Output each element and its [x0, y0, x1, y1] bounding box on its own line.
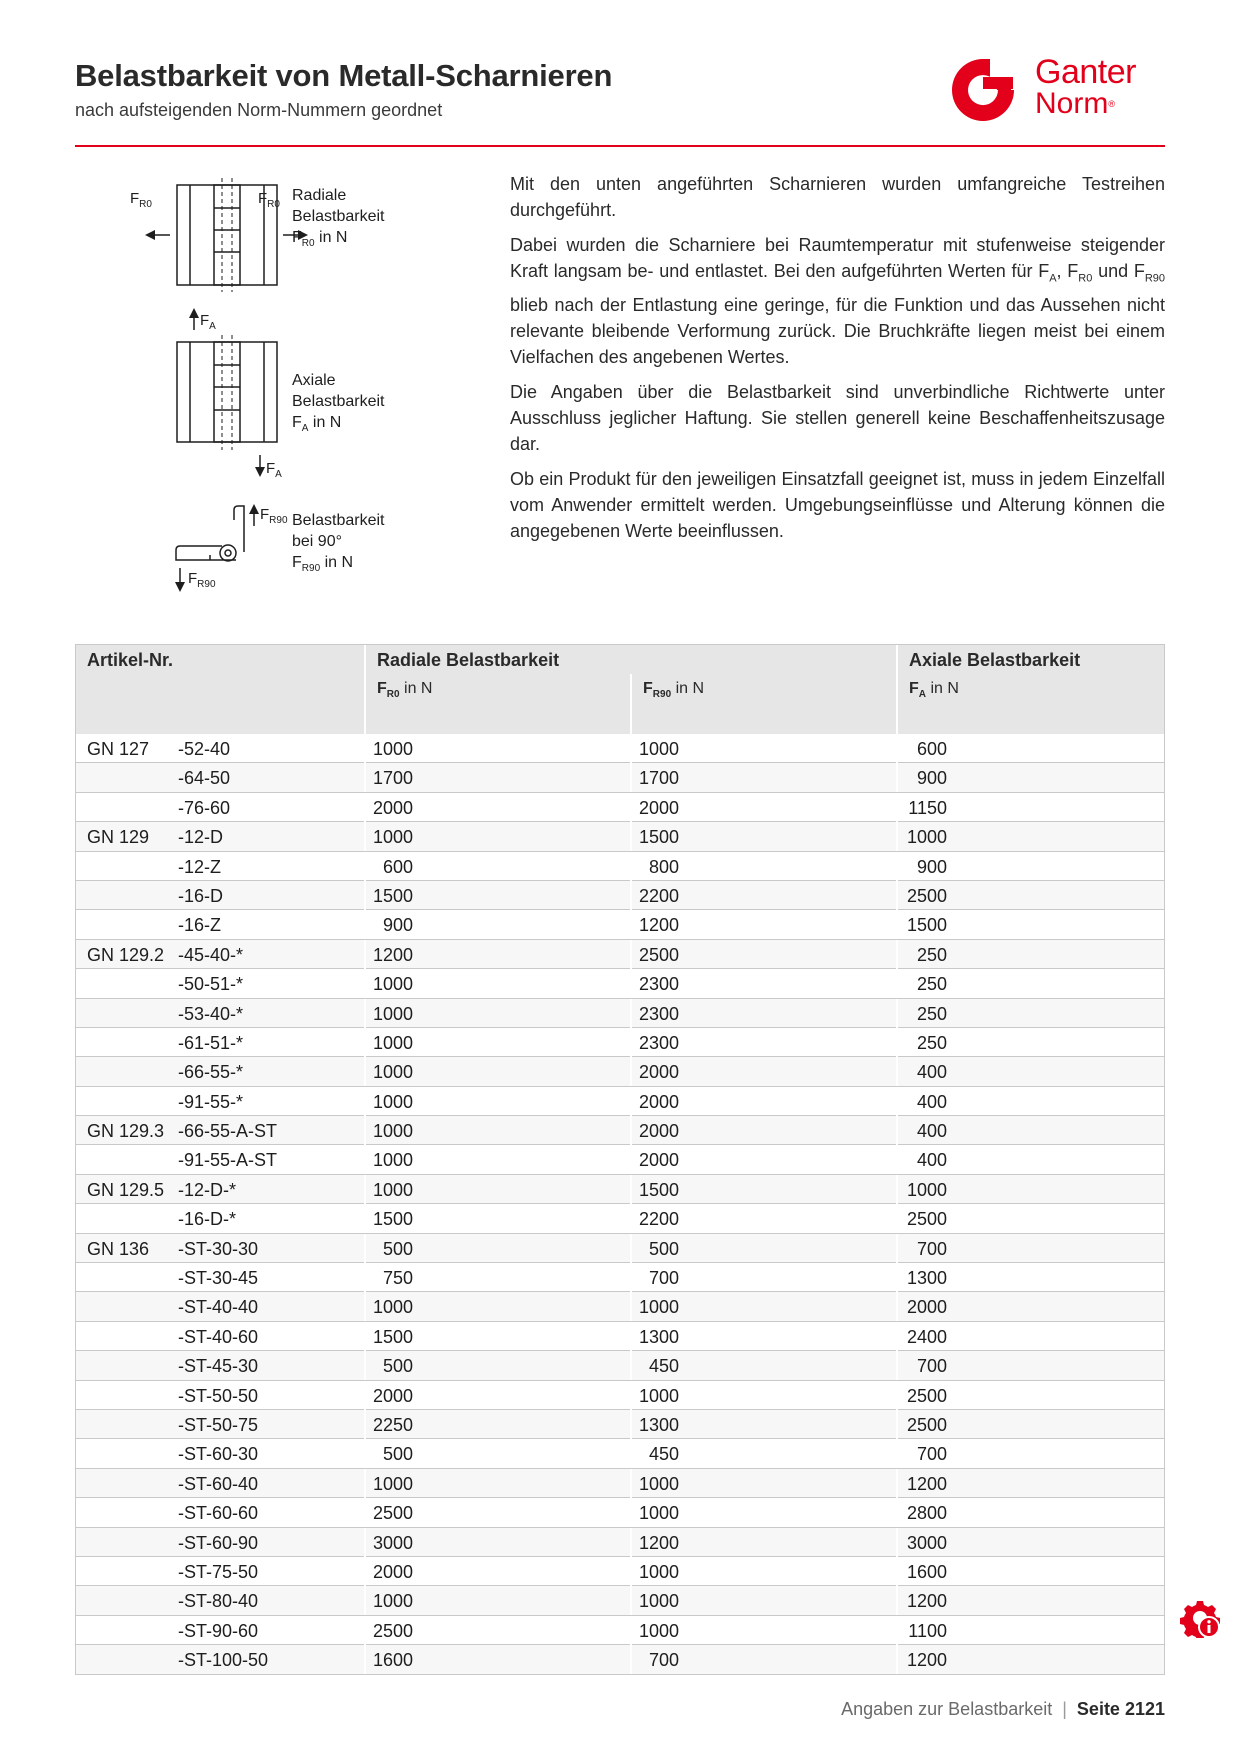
- value-fa: 2400: [906, 1326, 947, 1347]
- value-fa: 2500: [906, 1385, 947, 1406]
- article-variant: -12-D-*: [178, 1179, 237, 1200]
- article-group: [87, 969, 177, 998]
- value-fa: 900: [916, 856, 947, 877]
- value-fr0: 1500: [372, 1326, 413, 1347]
- value-fa: 700: [916, 1356, 947, 1377]
- value-fr90: 2000: [638, 1062, 679, 1083]
- article-group: [87, 1381, 177, 1410]
- value-fr0: 500: [382, 1356, 413, 1377]
- table-row: [75, 940, 1165, 969]
- value-fa: 900: [916, 768, 947, 789]
- value-fr90: 1500: [638, 1179, 679, 1200]
- article-variant: -91-55-*: [178, 1091, 244, 1112]
- article-group: [87, 1439, 177, 1468]
- logo-text-ganter: Ganter: [1035, 53, 1136, 91]
- table-row: [75, 1586, 1165, 1615]
- value-fa: 2800: [906, 1503, 947, 1524]
- article-variant: -50-51-*: [178, 974, 244, 995]
- table-row: [75, 969, 1165, 998]
- article-group: [87, 1498, 177, 1527]
- table-row: [75, 1381, 1165, 1410]
- force-label-fr90-bottom: $F_{R90}$: [188, 570, 216, 590]
- value-fa: 400: [916, 1091, 947, 1112]
- article-group: [87, 1057, 177, 1086]
- value-fr90: 800: [648, 856, 679, 877]
- value-fa: 250: [916, 974, 947, 995]
- article-variant: -ST-50-50: [178, 1385, 259, 1406]
- force-label-fa-bottom: $F_A$: [266, 460, 282, 480]
- value-fr90: 1000: [638, 1385, 679, 1406]
- page-number: Seite 2121: [1076, 1699, 1165, 1719]
- value-fr90: 1000: [638, 1591, 679, 1612]
- value-fr0: 1000: [372, 1062, 413, 1083]
- value-fr0: 1000: [372, 1091, 413, 1112]
- article-variant: -ST-40-60: [178, 1326, 259, 1347]
- table-row: [75, 1498, 1165, 1527]
- article-group: [87, 1645, 177, 1674]
- value-fr90: 700: [648, 1650, 679, 1671]
- value-fa: 1000: [906, 827, 947, 848]
- value-fr90: 2500: [638, 944, 679, 965]
- footer-separator: |: [1062, 1699, 1067, 1719]
- value-fr0: 1000: [372, 1473, 413, 1494]
- article-variant: -16-D-*: [178, 1209, 237, 1230]
- intro-paragraph-3: Die Angaben über die Belastbarkeit sind unverbindliche Richtwerte unter Ausschluss jeglicher Haftung. Sie stellen generell keine Beschaffenheitszusage dar.: [510, 381, 1165, 454]
- article-group: [87, 1616, 177, 1645]
- value-fr90: 1700: [638, 768, 679, 789]
- value-fa: 250: [916, 944, 947, 965]
- value-fa: 1600: [906, 1561, 947, 1582]
- value-fa: 1200: [906, 1473, 947, 1494]
- article-variant: -ST-100-50: [178, 1650, 269, 1671]
- value-fr90: 1000: [638, 1503, 679, 1524]
- table-row: [75, 1087, 1165, 1116]
- article-variant: -45-40-*: [178, 944, 244, 965]
- value-fr90: 2200: [638, 1209, 679, 1230]
- article-variant: -76-60: [178, 797, 231, 818]
- value-fa: 700: [916, 1238, 947, 1259]
- value-fr90: 450: [648, 1444, 679, 1465]
- table-row: [75, 1204, 1165, 1233]
- force-label-fr90-top: $F_{R90}$: [260, 506, 288, 526]
- value-fr0: 1000: [372, 1297, 413, 1318]
- logo-registered: ®: [1108, 99, 1115, 109]
- value-fr0: 2500: [372, 1503, 413, 1524]
- value-fr0: 1200: [372, 944, 413, 965]
- value-fr90: 2000: [638, 1091, 679, 1112]
- value-fa: 2500: [906, 1209, 947, 1230]
- value-fr0: 1000: [372, 1591, 413, 1612]
- table-row: [75, 1175, 1165, 1204]
- value-fr0: 500: [382, 1444, 413, 1465]
- value-fa: 1200: [906, 1591, 947, 1612]
- value-fr90: 2300: [638, 1003, 679, 1024]
- header-article: Artikel-Nr.: [87, 650, 174, 670]
- table-row: [75, 1645, 1165, 1674]
- value-fr90: 1000: [638, 1561, 679, 1582]
- value-fr90: 1300: [638, 1326, 679, 1347]
- table-row: [75, 999, 1165, 1028]
- intro-text: [510, 171, 1165, 553]
- value-fr0: 1000: [372, 1179, 413, 1200]
- value-fa: 2500: [906, 885, 947, 906]
- table-row: [75, 852, 1165, 881]
- load-diagrams: [130, 170, 460, 630]
- article-variant: -ST-75-50: [178, 1561, 259, 1582]
- article-group: [87, 1087, 177, 1116]
- header-sub-fr0: $F_{R0}$ in N: [377, 680, 433, 701]
- table-row: [75, 1469, 1165, 1498]
- article-variant: -ST-60-30: [178, 1444, 259, 1465]
- article-variant: -16-Z: [178, 915, 222, 936]
- article-variant: -ST-40-40: [178, 1297, 259, 1318]
- gear-info-icon[interactable]: [1180, 1598, 1220, 1638]
- value-fr90: 1000: [638, 1620, 679, 1641]
- angle-load-label: Belastbarkeit bei 90° $F_{R90}$ in N: [292, 512, 385, 575]
- article-group: [87, 1028, 177, 1057]
- table-row: [75, 1616, 1165, 1645]
- value-fr0: 750: [382, 1268, 413, 1289]
- table-row: [75, 881, 1165, 910]
- article-group: GN 129.3: [87, 1121, 165, 1142]
- value-fr90: 1000: [638, 739, 679, 759]
- load-table: [75, 644, 1165, 1675]
- force-label-fr0-right: $F_{R0}$: [258, 190, 280, 210]
- value-fa: 400: [916, 1150, 947, 1171]
- article-variant: -ST-60-60: [178, 1503, 259, 1524]
- table-row: [75, 1057, 1165, 1086]
- value-fr90: 1200: [638, 915, 679, 936]
- value-fa: 250: [916, 1003, 947, 1024]
- value-fr0: 1500: [372, 885, 413, 906]
- article-variant: -ST-45-30: [178, 1356, 259, 1377]
- value-fa: 1150: [908, 797, 947, 818]
- article-variant: -91-55-A-ST: [178, 1150, 278, 1171]
- article-group: [87, 1469, 177, 1498]
- article-variant: -16-D: [178, 885, 224, 906]
- value-fr0: 1000: [372, 1121, 413, 1142]
- article-group: [87, 793, 177, 822]
- page-footer: [841, 1699, 1165, 1720]
- radial-hinge-drawing: [147, 178, 306, 292]
- article-group: [87, 1586, 177, 1615]
- value-fr0: 1500: [372, 1209, 413, 1230]
- value-fr90: 1000: [638, 1297, 679, 1318]
- table-row: [75, 1292, 1165, 1321]
- intro-paragraph-1: Mit den unten angeführten Scharnieren wurden umfangreiche Testreihen durchgeführt.: [510, 174, 1165, 220]
- article-variant: -ST-50-75: [178, 1414, 259, 1435]
- value-fr90: 2000: [638, 1121, 679, 1142]
- table-row: [75, 793, 1165, 822]
- value-fr0: 900: [382, 915, 413, 936]
- value-fa: 1500: [906, 915, 947, 936]
- table-row: [75, 1410, 1165, 1439]
- article-group: GN 136: [87, 1238, 150, 1259]
- article-variant: -66-55-*: [178, 1062, 244, 1083]
- table-row: [75, 1028, 1165, 1057]
- value-fr90: 2300: [638, 1032, 679, 1053]
- footer-section: Angaben zur Belastbarkeit: [841, 1699, 1053, 1719]
- article-group: [87, 1410, 177, 1439]
- value-fr0: 3000: [372, 1532, 413, 1553]
- article-group: GN 127: [87, 739, 150, 759]
- table-row: [75, 734, 1165, 763]
- table-row: [75, 822, 1165, 851]
- value-fr0: 2000: [372, 797, 413, 818]
- radial-load-label: Radiale Belastbarkeit $F_{R0}$ in N: [292, 187, 385, 250]
- article-group: [87, 999, 177, 1028]
- article-variant: -64-50: [178, 768, 231, 789]
- value-fr90: 2200: [638, 885, 679, 906]
- article-variant: -12-D: [178, 827, 224, 848]
- page-subtitle: nach aufsteigenden Norm-Nummern geordnet: [75, 100, 443, 120]
- value-fr0: 2000: [372, 1385, 413, 1406]
- article-variant: -ST-60-40: [178, 1473, 259, 1494]
- value-fr0: 1700: [372, 768, 413, 789]
- axial-load-label: Axiale Belastbarkeit $F_A$ in N: [292, 372, 385, 435]
- article-group: GN 129.5: [87, 1179, 165, 1200]
- article-variant: -12-Z: [178, 856, 222, 877]
- article-group: GN 129: [87, 827, 150, 848]
- article-group: [87, 1292, 177, 1321]
- table-body: [75, 734, 1165, 1675]
- value-fr90: 1500: [638, 827, 679, 848]
- value-fr0: 1600: [372, 1650, 413, 1671]
- article-group: [87, 1528, 177, 1557]
- value-fr0: 600: [382, 856, 413, 877]
- article-variant: -ST-30-45: [178, 1268, 259, 1289]
- header-axial: Axiale Belastbarkeit $F_A$ in N: [909, 650, 1081, 701]
- value-fr90: 1200: [638, 1532, 679, 1553]
- header-rule: [75, 145, 1165, 147]
- value-fr90: 2300: [638, 974, 679, 995]
- value-fr0: 2500: [372, 1620, 413, 1641]
- value-fr0: 1000: [372, 1032, 413, 1053]
- table-row: [75, 1528, 1165, 1557]
- table-row: [75, 1145, 1165, 1174]
- header-radial: Radiale Belastbarkeit $F_{R0}$ in N: [377, 650, 560, 701]
- value-fr0: 1000: [372, 827, 413, 848]
- value-fr0: 1000: [372, 739, 413, 759]
- article-group: [87, 852, 177, 881]
- value-fa: 1000: [906, 1179, 947, 1200]
- article-group: [87, 910, 177, 939]
- value-fa: 1300: [906, 1268, 947, 1289]
- force-label-fr0-left: $F_{R0}$: [130, 190, 152, 210]
- table-row: [75, 1557, 1165, 1586]
- value-fa: 400: [916, 1121, 947, 1142]
- header-sub-fa: $F_A$ in N: [909, 680, 959, 701]
- article-group: [87, 1145, 177, 1174]
- article-group: [87, 763, 177, 792]
- table-header: [75, 644, 1165, 734]
- article-group: [87, 1557, 177, 1586]
- header-sub-fr90-cell: [631, 644, 897, 734]
- article-variant: -53-40-*: [178, 1003, 244, 1024]
- value-fa: 250: [916, 1032, 947, 1053]
- value-fr90: 450: [648, 1356, 679, 1377]
- table-row: [75, 1351, 1165, 1380]
- value-fr0: 1000: [372, 1150, 413, 1171]
- article-variant: -ST-30-30: [178, 1238, 259, 1259]
- article-group: [87, 1263, 177, 1292]
- article-group: GN 129.2: [87, 944, 165, 965]
- value-fa: 3000: [906, 1532, 947, 1553]
- value-fr90: 1300: [638, 1414, 679, 1435]
- table-row: [75, 1263, 1165, 1292]
- ganter-norm-logo[interactable]: [945, 55, 1165, 125]
- article-variant: -52-40: [178, 739, 231, 759]
- value-fr90: 700: [648, 1268, 679, 1289]
- value-fr90: 500: [648, 1238, 679, 1259]
- ganter-logo-icon: [945, 55, 1021, 125]
- value-fr90: 1000: [638, 1473, 679, 1494]
- article-group: [87, 881, 177, 910]
- value-fa: 600: [916, 739, 947, 759]
- value-fr90: 2000: [638, 1150, 679, 1171]
- table-row: [75, 1116, 1165, 1145]
- value-fr0: 1000: [372, 974, 413, 995]
- logo-text-norm: Norm®: [1035, 87, 1115, 120]
- value-fr0: 1000: [372, 1003, 413, 1024]
- article-group: [87, 1322, 177, 1351]
- value-fa: 2000: [906, 1297, 947, 1318]
- article-variant: -ST-60-90: [178, 1532, 259, 1553]
- article-variant: -ST-90-60: [178, 1620, 259, 1641]
- value-fa: 1200: [906, 1650, 947, 1671]
- value-fr90: 2000: [638, 797, 679, 818]
- value-fa: 2500: [906, 1414, 947, 1435]
- value-fa: 700: [916, 1444, 947, 1465]
- article-variant: -61-51-*: [178, 1032, 244, 1053]
- article-variant: -66-55-A-ST: [178, 1121, 278, 1142]
- intro-paragraph-4: Ob ein Produkt für den jeweiligen Einsatzfall geeignet ist, muss in jedem Einzelfall vom Anwender ermittelt werden. Umgebungseinflüsse und Alterung können die angegebenen Werte beeinflussen.: [510, 468, 1165, 541]
- force-label-fa-top: $F_A$: [200, 312, 216, 332]
- value-fa: 1100: [908, 1620, 947, 1641]
- article-group: [87, 1351, 177, 1380]
- header-sub-fr90: $F_{R90}$ in N: [643, 680, 705, 701]
- value-fr0: 2000: [372, 1561, 413, 1582]
- table-row: [75, 763, 1165, 792]
- article-variant: -ST-80-40: [178, 1591, 259, 1612]
- page-title: Belastbarkeit von Metall-Scharnieren: [75, 58, 613, 93]
- intro-paragraph-2: Dabei wurden die Scharniere bei Raumtemperatur mit stufenweise steigender Kraft langsam be- und entlastet. Bei den aufgeführten Werten für $F_A$, $F_{R0}$ und $F_{R90}$ blieb nach der Entlastung eine geringe, für die Funktion und das Aussehen nicht relevante bleibende Verformung zurück. Die Bruchkräfte liegen meist bei einem Vielfachen des angebenen Wertes.: [510, 235, 1166, 367]
- value-fr0: 500: [382, 1238, 413, 1259]
- value-fr0: 2250: [372, 1414, 413, 1435]
- table-row: [75, 910, 1165, 939]
- table-row: [75, 1322, 1165, 1351]
- article-group: [87, 1204, 177, 1233]
- table-row: [75, 1439, 1165, 1468]
- value-fa: 400: [916, 1062, 947, 1083]
- axial-hinge-drawing: [177, 310, 277, 475]
- table-row: [75, 1234, 1165, 1263]
